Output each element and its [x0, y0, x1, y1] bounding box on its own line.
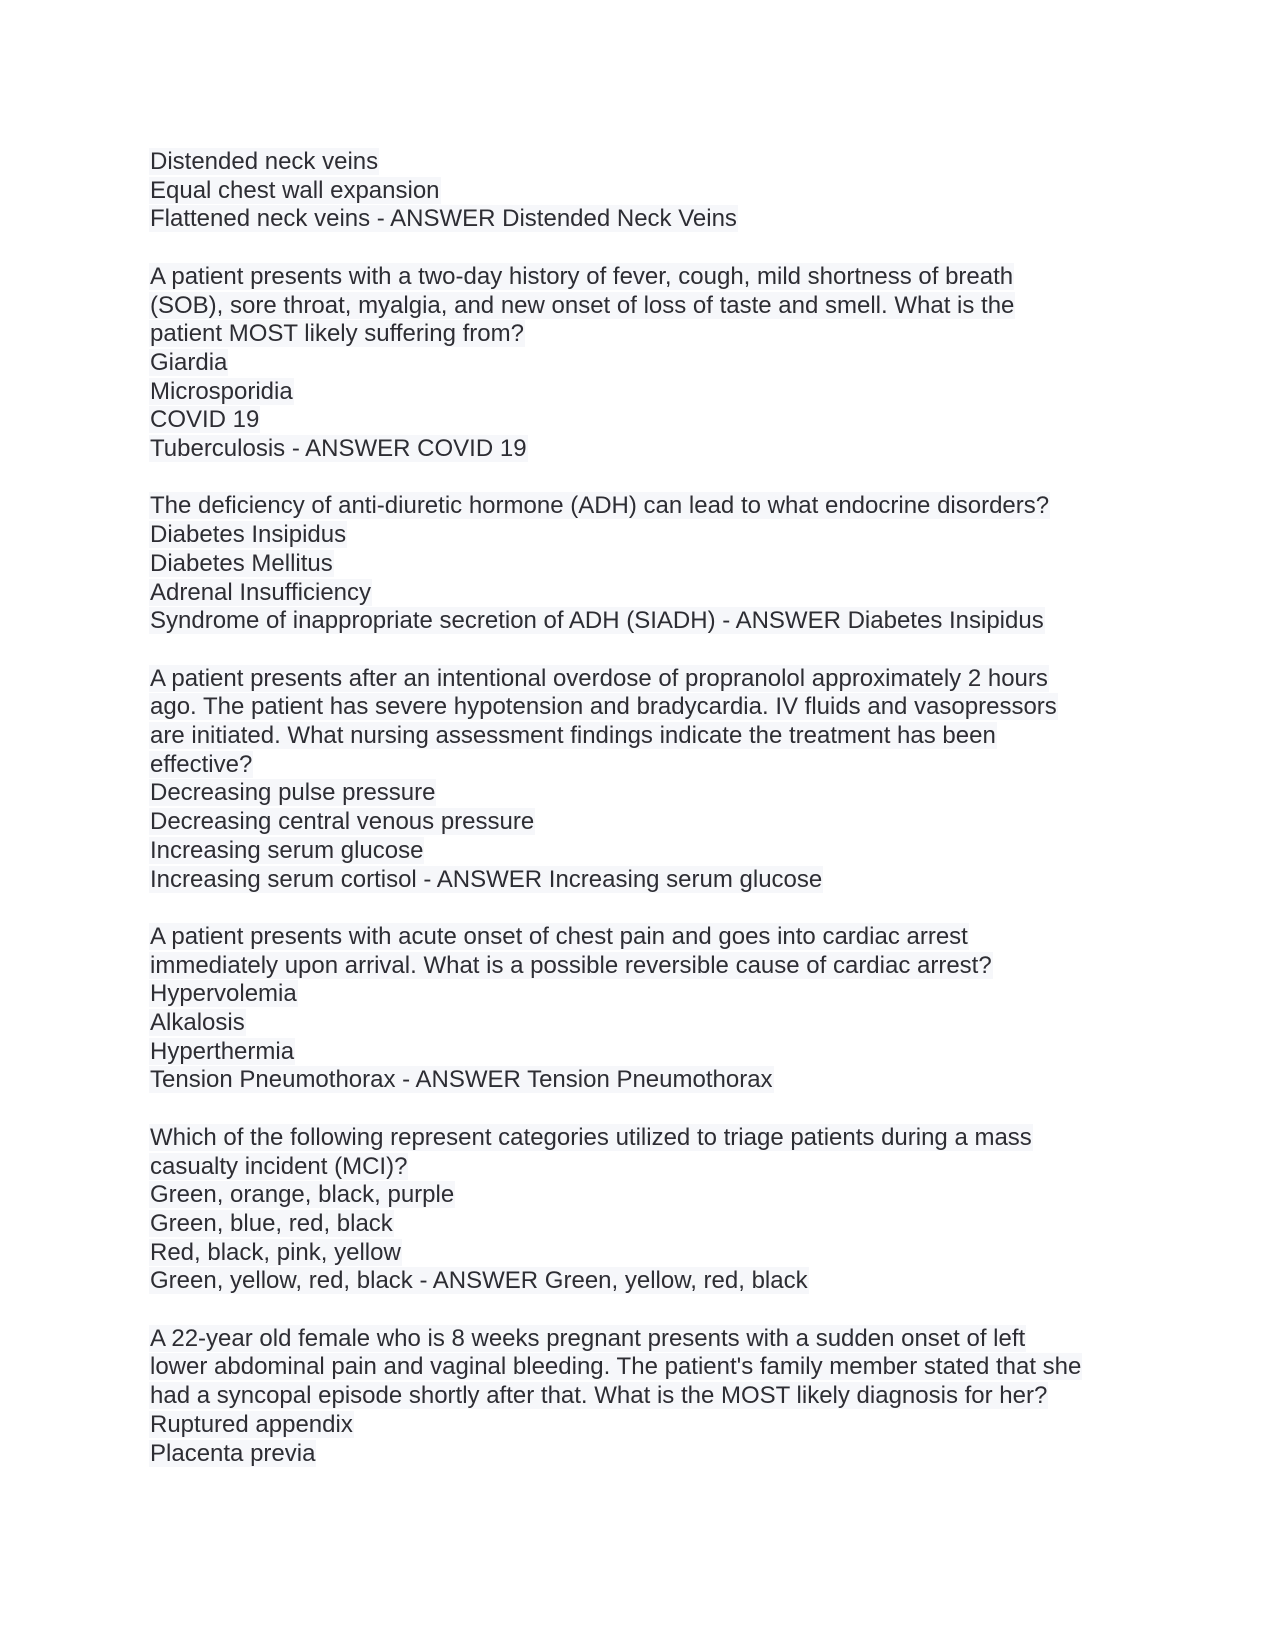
text-line: Decreasing central venous pressure	[150, 808, 535, 836]
text-line: Placenta previa	[150, 1439, 316, 1467]
text-line: Microsporidia	[150, 377, 293, 405]
text-line: Which of the following represent categories utilized to triage patients during a mass	[150, 1123, 1032, 1151]
text-line: Green, yellow, red, black - ANSWER Green, yellow, red, black	[150, 1267, 808, 1295]
text-line: COVID 19	[150, 406, 260, 434]
text-line: immediately upon arrival. What is a possible reversible cause of cardiac arrest?	[150, 951, 992, 979]
text-line: ago. The patient has severe hypotension and bradycardia. IV fluids and vasopressors	[150, 693, 1057, 721]
text-line: Tension Pneumothorax - ANSWER Tension Pneumothorax	[150, 1066, 773, 1094]
text-line: Alkalosis	[150, 1009, 245, 1037]
document-body	[149, 148, 1149, 1497]
question-block	[149, 148, 1149, 234]
text-line: Increasing serum cortisol - ANSWER Increasing serum glucose	[150, 865, 823, 893]
text-line: A patient presents with acute onset of chest pain and goes into cardiac arrest	[150, 922, 968, 950]
text-line: Flattened neck veins - ANSWER Distended Neck Veins	[150, 205, 737, 233]
text-line: Ruptured appendix	[150, 1410, 353, 1438]
question-block	[149, 665, 1149, 895]
text-line: Tuberculosis - ANSWER COVID 19	[150, 435, 527, 463]
text-line: Hyperthermia	[150, 1037, 295, 1065]
text-line: Decreasing pulse pressure	[150, 779, 436, 807]
text-line: patient MOST likely suffering from?	[150, 320, 524, 348]
text-line: effective?	[150, 750, 253, 778]
text-line: had a syncopal episode shortly after that. What is the MOST likely diagnosis for her?	[150, 1382, 1048, 1410]
text-line: Giardia	[150, 348, 228, 376]
text-line: A patient presents after an intentional overdose of propranolol approximately 2 hours	[150, 664, 1048, 692]
text-line: A 22-year old female who is 8 weeks pregnant presents with a sudden onset of left	[150, 1324, 1026, 1352]
text-line: Diabetes Mellitus	[150, 549, 333, 577]
text-line: A patient presents with a two-day history of fever, cough, mild shortness of breath	[150, 262, 1014, 290]
question-block	[149, 1325, 1149, 1469]
text-line: are initiated. What nursing assessment findings indicate the treatment has been	[150, 722, 996, 750]
question-block	[149, 923, 1149, 1095]
question-block	[149, 492, 1149, 636]
text-line: Distended neck veins	[150, 148, 379, 175]
text-line: Green, orange, black, purple	[150, 1181, 455, 1209]
text-line: Equal chest wall expansion	[150, 176, 440, 204]
text-line: Green, blue, red, black	[150, 1209, 393, 1237]
text-line: Syndrome of inappropriate secretion of ADH (SIADH) - ANSWER Diabetes Insipidus	[150, 607, 1044, 635]
question-block	[149, 263, 1149, 464]
text-line: Diabetes Insipidus	[150, 521, 347, 549]
text-line: lower abdominal pain and vaginal bleeding. The patient's family member stated that she	[150, 1353, 1082, 1381]
text-line: Red, black, pink, yellow	[150, 1238, 401, 1266]
text-line: Increasing serum glucose	[150, 836, 424, 864]
question-block	[149, 1124, 1149, 1296]
text-line: casualty incident (MCI)?	[150, 1152, 408, 1180]
text-line: Adrenal Insufficiency	[150, 578, 372, 606]
text-line: Hypervolemia	[150, 980, 297, 1008]
text-line: (SOB), sore throat, myalgia, and new onset of loss of taste and smell. What is the	[150, 291, 1015, 319]
text-line: The deficiency of anti-diuretic hormone (ADH) can lead to what endocrine disorders?	[150, 492, 1050, 520]
